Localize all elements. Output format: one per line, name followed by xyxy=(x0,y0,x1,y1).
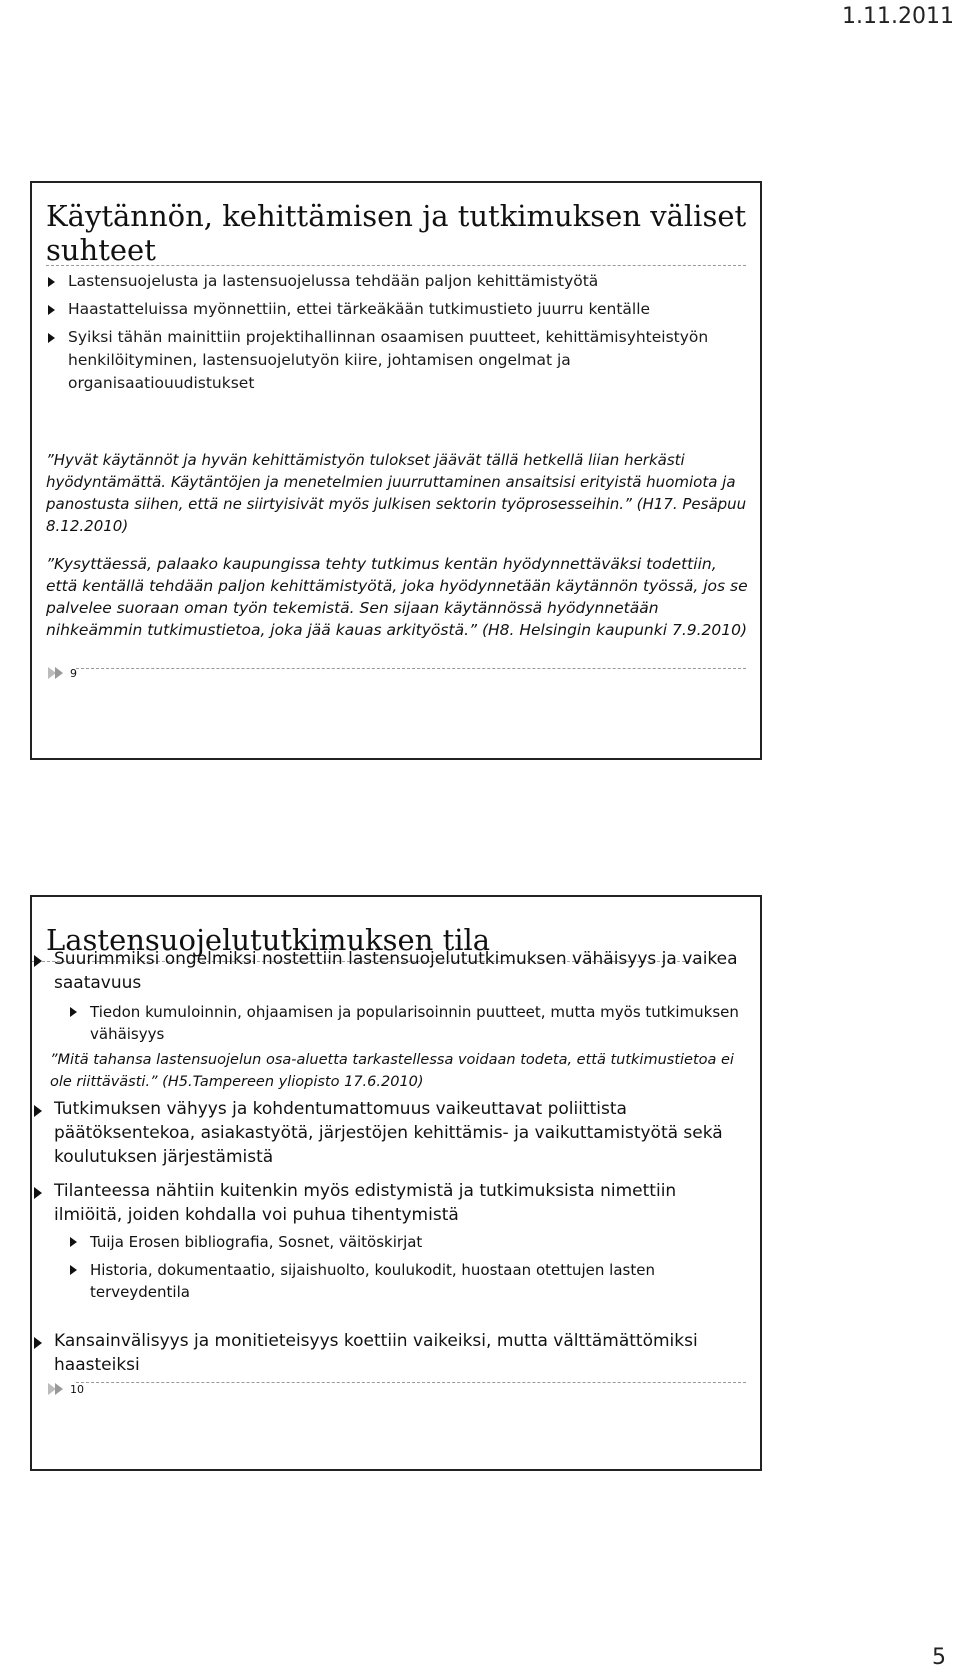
sub-bullet-item xyxy=(46,1231,746,1253)
bullet-item xyxy=(32,1097,746,1169)
bullet-arrow-icon xyxy=(70,1007,77,1017)
sub-bullet-item xyxy=(46,1001,746,1045)
bullet-arrow-icon xyxy=(34,1337,42,1349)
sub-bullet-text: Historia, dokumentaatio, sijaishuolto, koulukodit, huostaan otettujen lasten terveydentila xyxy=(90,1261,655,1301)
bullet-arrow-icon xyxy=(48,277,55,287)
slide-footer xyxy=(46,665,77,681)
bullet-arrow-icon xyxy=(34,1187,42,1199)
footer-divider xyxy=(76,1382,746,1383)
bullet-list xyxy=(32,947,746,995)
bullet-text: Tilanteessa nähtiin kuitenkin myös edistymistä ja tutkimuksista nimettiin ilmiöitä, joiden kohdalla voi puhua tihentymistä xyxy=(54,1181,677,1225)
footer-arrow-icon xyxy=(46,1381,66,1397)
bullet-item xyxy=(46,326,746,395)
bullet-item xyxy=(32,1179,746,1227)
bullet-text: Lastensuojelusta ja lastensuojelussa tehdään paljon kehittämistyötä xyxy=(68,272,599,290)
bullet-arrow-icon xyxy=(34,1105,42,1117)
footer-arrow-icon xyxy=(46,665,66,681)
sub-bullet-list xyxy=(46,1231,746,1303)
slide-9 xyxy=(30,181,762,760)
sub-bullet-item xyxy=(46,1259,746,1303)
bullet-text: Tutkimuksen vähyys ja kohdentumattomuus vaikeuttavat poliittista päätöksentekoa, asiakastyötä, järjestöjen kehittämis- ja vaikuttamistyötä sekä koulutuksen järjestämistä xyxy=(54,1099,723,1167)
interview-quote: ”Mitä tahansa lastensuojelun osa-aluetta tarkastellessa voidaan todeta, että tutkimustietoa ei ole riittävästi.” (H5.Tampereen yliopisto 17.6.2010) xyxy=(50,1052,734,1090)
page-number: 5 xyxy=(932,1645,946,1670)
bullet-arrow-icon xyxy=(48,305,55,315)
date-header: 1.11.2011 xyxy=(842,4,954,29)
bullet-arrow-icon xyxy=(70,1237,77,1247)
bullet-item xyxy=(32,947,746,995)
slide-title: Lastensuojelututkimuksen tila xyxy=(46,923,491,957)
bullet-item xyxy=(32,1329,746,1377)
bullet-item xyxy=(46,298,746,321)
bullet-item xyxy=(46,270,746,293)
slide-footer xyxy=(46,1381,84,1397)
slide-10 xyxy=(30,895,762,1471)
bullet-text: Haastatteluissa myönnettiin, ettei tärkeäkään tutkimustieto juurru kentälle xyxy=(68,300,651,318)
sub-bullet-text: Tiedon kumuloinnin, ohjaamisen ja popularisoinnin puutteet, mutta myös tutkimuksen vähäisyys xyxy=(90,1003,739,1043)
bullet-arrow-icon xyxy=(34,955,42,967)
interview-quote: ”Hyvät käytännöt ja hyvän kehittämistyön tulokset jäävät tällä hetkellä liian herkästi hyödyntämättä. Käytäntöjen ja menetelmien juurruttaminen ansaitsisi erityistä huomiota ja panostusta siihen, että ne siirtyisivät myös julkisen sektorin työprosesseihin.” (H17. Pesäpuu 8.12.2010) xyxy=(46,451,747,535)
slide-number: 9 xyxy=(70,666,77,680)
sub-bullet-text: Tuija Erosen bibliografia, Sosnet, väitöskirjat xyxy=(90,1233,423,1251)
slide-title: Käytännön, kehittämisen ja tutkimuksen väliset suhteet xyxy=(46,199,747,267)
slide-number: 10 xyxy=(70,1382,84,1396)
bullet-text: Kansainvälisyys ja monitieteisyys koettiin vaikeiksi, mutta välttämättömiksi haasteiksi xyxy=(54,1331,698,1375)
title-divider xyxy=(46,265,746,266)
bullet-arrow-icon xyxy=(70,1265,77,1275)
bullet-list xyxy=(46,270,746,400)
footer-divider xyxy=(76,668,746,669)
bullet-text: Suurimmiksi ongelmiksi nostettiin lastensuojelututkimuksen vähäisyys ja vaikea saatavuus xyxy=(54,949,738,993)
sub-bullet-list xyxy=(46,1001,746,1045)
interview-quote: ”Kysyttäessä, palaako kaupungissa tehty tutkimus kentän hyödynnettäväksi todettiin, että kentällä tehdään paljon kehittämistyötä, joka hyödynnetään käytännön työssä, jos se palvelee suoraan oman työn tekemistä. Sen sijaan käytännössä hyödynnetään nihkeämmin tutkimustietoa, joka jää kauas arkityöstä.” (H8. Helsingin kaupunki 7.9.2010) xyxy=(46,555,748,639)
bullet-list xyxy=(32,1097,746,1227)
bullet-arrow-icon xyxy=(48,333,55,343)
bullet-list xyxy=(32,1329,746,1377)
bullet-text: Syiksi tähän mainittiin projektihallinnan osaamisen puutteet, kehittämisyhteistyön henkilöityminen, lastensuojelutyön kiire, johtamisen ongelmat ja organisaatiouudistukset xyxy=(68,328,709,392)
